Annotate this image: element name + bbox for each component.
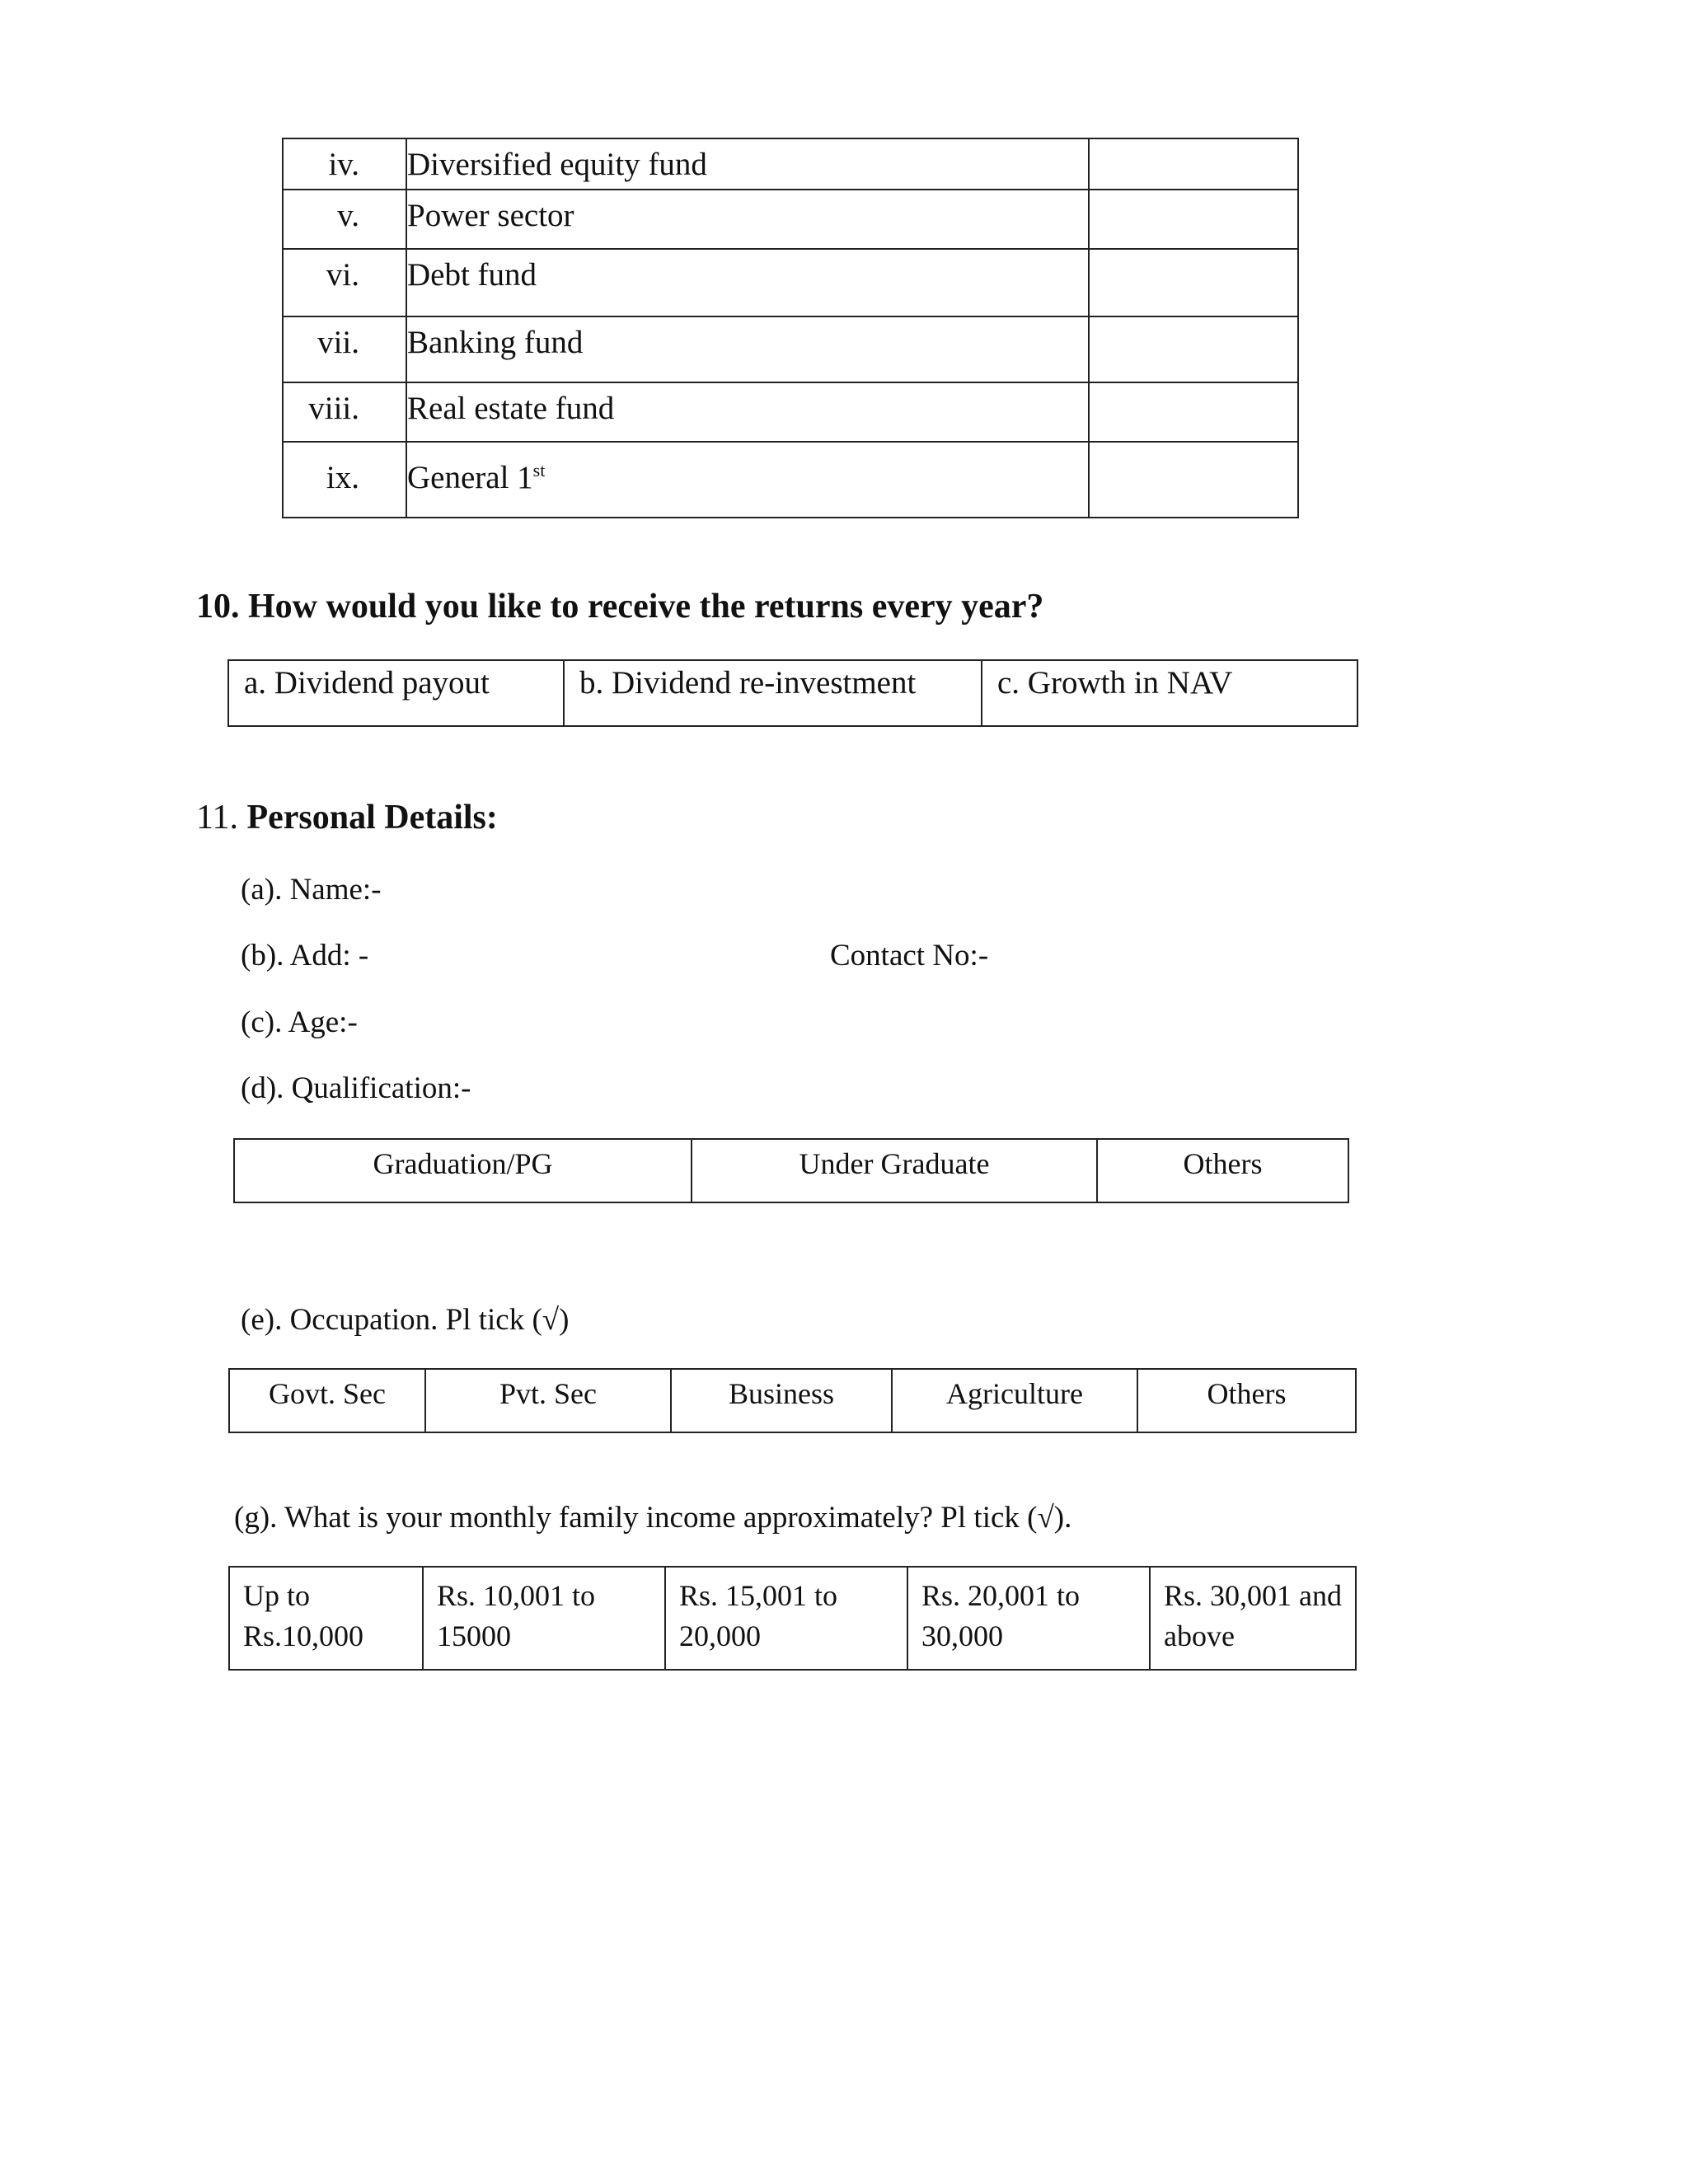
- income-text-line1: Up to: [243, 1579, 310, 1612]
- option-growth-nav[interactable]: c. Growth in NAV: [982, 660, 1357, 726]
- fund-type-table: [282, 138, 1299, 518]
- age-label: (c). Age:-: [241, 1005, 358, 1039]
- table-row: [283, 316, 1298, 382]
- option-graduation-pg[interactable]: Graduation/PG: [234, 1139, 692, 1202]
- option-qual-others[interactable]: Others: [1097, 1139, 1348, 1202]
- income-text-line1: Rs. 30,001 and: [1164, 1579, 1342, 1612]
- fund-name: Debt fund: [406, 249, 1089, 316]
- occupation-table: [228, 1368, 1357, 1433]
- income-text-line2: 20,000: [679, 1619, 761, 1652]
- question-11-title: [196, 798, 498, 837]
- income-text-line2: 30,000: [921, 1619, 1003, 1652]
- tick-cell[interactable]: [1089, 382, 1298, 442]
- option-under-graduate[interactable]: Under Graduate: [692, 1139, 1097, 1202]
- option-income-10001-15000[interactable]: [423, 1567, 665, 1670]
- returns-options-table: [227, 659, 1358, 727]
- occupation-label: (e). Occupation. Pl tick (√): [241, 1303, 570, 1337]
- tick-cell[interactable]: [1089, 138, 1298, 190]
- tick-cell[interactable]: [1089, 249, 1298, 316]
- option-income-20001-30000[interactable]: [907, 1567, 1150, 1670]
- income-text-line1: Rs. 15,001 to: [679, 1579, 838, 1612]
- fund-name: Diversified equity fund: [406, 138, 1089, 190]
- fund-name: Real estate fund: [406, 382, 1089, 442]
- qualification-label: (d). Qualification:-: [241, 1071, 471, 1105]
- address-label: (b). Add: -: [241, 939, 369, 972]
- income-table: [228, 1566, 1357, 1671]
- option-occ-others[interactable]: Others: [1137, 1369, 1356, 1432]
- income-label: (g). What is your monthly family income approximately? Pl tick (√).: [234, 1501, 1072, 1535]
- option-agriculture[interactable]: Agriculture: [892, 1369, 1137, 1432]
- qualification-table: [233, 1138, 1349, 1203]
- fund-name: Power sector: [406, 190, 1089, 249]
- income-text-line2: above: [1164, 1619, 1235, 1652]
- option-dividend-reinvestment[interactable]: b. Dividend re-investment: [564, 660, 982, 726]
- income-text-line1: Rs. 10,001 to: [437, 1579, 596, 1612]
- table-row: [283, 138, 1298, 190]
- tick-cell[interactable]: [1089, 316, 1298, 382]
- option-govt-sec[interactable]: Govt. Sec: [229, 1369, 425, 1432]
- question-title: Personal Details:: [246, 799, 498, 837]
- fund-name: Banking fund: [406, 316, 1089, 382]
- table-row: [283, 190, 1298, 249]
- option-business[interactable]: Business: [671, 1369, 892, 1432]
- option-pvt-sec[interactable]: Pvt. Sec: [425, 1369, 671, 1432]
- row-number: v.: [283, 190, 406, 249]
- income-text-line2: 15000: [437, 1619, 511, 1652]
- option-income-upto-10000[interactable]: [229, 1567, 423, 1670]
- table-row: [283, 382, 1298, 442]
- fund-name-text: General 1: [407, 460, 533, 495]
- option-income-15001-20000[interactable]: [665, 1567, 907, 1670]
- question-10-title: 10. How would you like to receive the returns every year?: [196, 588, 1044, 626]
- table-row: [283, 442, 1298, 518]
- row-number: viii.: [283, 382, 406, 442]
- row-number: ix.: [283, 442, 406, 518]
- row-number: vi.: [283, 249, 406, 316]
- table-row: [283, 249, 1298, 316]
- income-text-line1: Rs. 20,001 to: [921, 1579, 1081, 1612]
- question-number: 11.: [196, 799, 238, 837]
- name-label: (a). Name:-: [241, 873, 382, 907]
- income-text-line2: Rs.10,000: [243, 1619, 364, 1652]
- option-dividend-payout[interactable]: a. Dividend payout: [228, 660, 564, 726]
- fund-name: [406, 442, 1089, 518]
- option-income-30001-above[interactable]: [1150, 1567, 1356, 1670]
- row-number: vii.: [283, 316, 406, 382]
- contact-label: Contact No:-: [830, 939, 989, 972]
- tick-cell[interactable]: [1089, 190, 1298, 249]
- ordinal-suffix: st: [532, 460, 546, 480]
- row-number: iv.: [283, 138, 406, 190]
- tick-cell[interactable]: [1089, 442, 1298, 518]
